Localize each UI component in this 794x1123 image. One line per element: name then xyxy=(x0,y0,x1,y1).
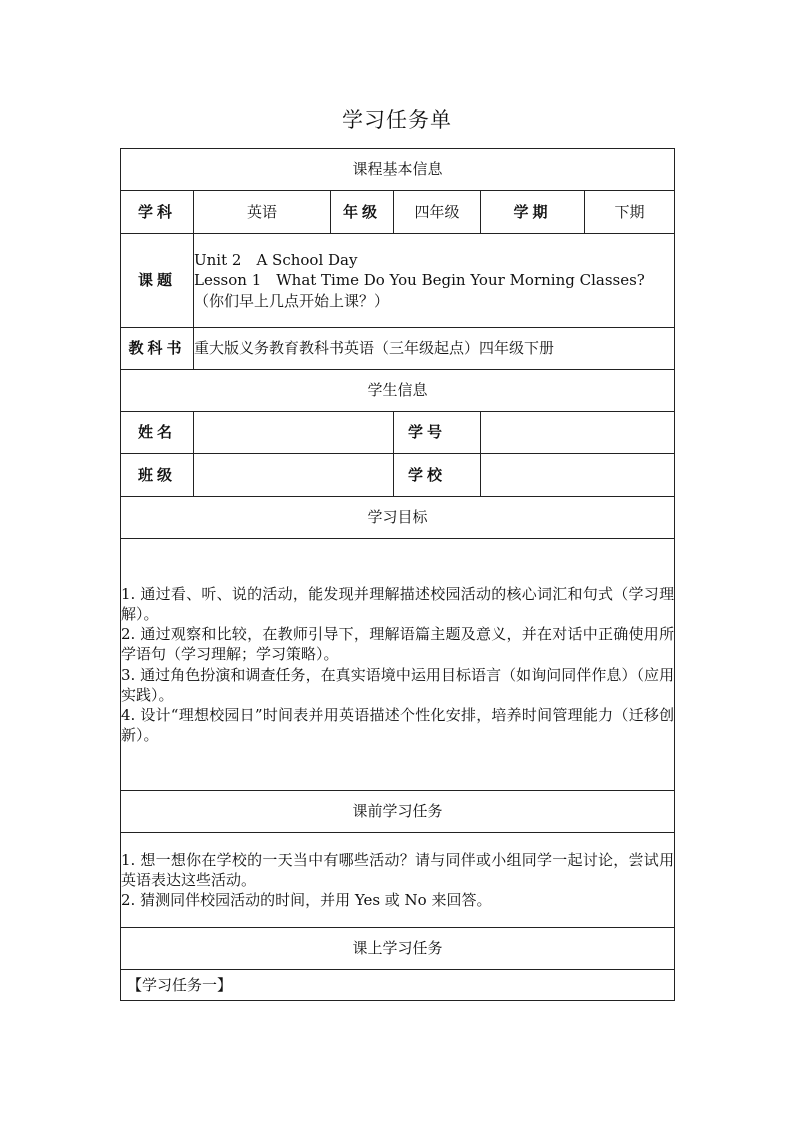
objectives-heading: 学习目标 xyxy=(121,497,675,539)
subject-value: 英语 xyxy=(194,191,331,234)
course-info-heading: 课程基本信息 xyxy=(121,149,675,191)
objectives-list xyxy=(121,539,675,791)
name-label: 姓名 xyxy=(121,412,194,454)
school-field[interactable] xyxy=(481,454,675,497)
topic-cell xyxy=(194,234,675,328)
subject-label: 学科 xyxy=(121,191,194,234)
grade-value: 四年级 xyxy=(394,191,481,234)
in-class-heading: 课上学习任务 xyxy=(121,928,675,970)
school-label: 学校 xyxy=(394,454,481,497)
student-info-heading: 学生信息 xyxy=(121,370,675,412)
student-id-field[interactable] xyxy=(481,412,675,454)
name-field[interactable] xyxy=(194,412,394,454)
pre-class-heading: 课前学习任务 xyxy=(121,791,675,833)
objective-item: 4. 设计“理想校园日”时间表并用英语描述个性化安排，培养时间管理能力（迁移创新）。 xyxy=(121,706,675,745)
page-title: 学习任务单 xyxy=(342,108,452,132)
class-label: 班级 xyxy=(121,454,194,497)
topic-unit: Unit 2 A School Day xyxy=(194,251,358,270)
class-field[interactable] xyxy=(194,454,394,497)
objective-item: 3. 通过角色扮演和调查任务，在真实语境中运用目标语言（如询问同伴作息）（应用实践）。 xyxy=(121,665,675,704)
pre-class-list xyxy=(121,833,675,928)
textbook-label: 教科书 xyxy=(121,328,194,370)
term-label: 学期 xyxy=(481,191,585,234)
pre-class-item: 2. 猜测同伴校园活动的时间，并用 Yes 或 No 来回答。 xyxy=(121,891,492,910)
pre-class-item: 1. 想一想你在学校的一天当中有哪些活动？请与同伴或小组同学一起讨论，尝试用英语表达这些活动。 xyxy=(121,850,675,889)
objective-item: 1. 通过看、听、说的活动，能发现并理解描述校园活动的核心词汇和句式（学习理解）。 xyxy=(121,584,675,623)
task-one-label: 【学习任务一】 xyxy=(121,970,675,1001)
textbook-value: 重大版义务教育教科书英语（三年级起点）四年级下册 xyxy=(194,328,675,370)
topic-label: 课题 xyxy=(121,234,194,328)
objective-item: 2. 通过观察和比较，在教师引导下，理解语篇主题及意义，并在对话中正确使用所学语句（学习理解；学习策略）。 xyxy=(121,625,675,664)
task-sheet-table xyxy=(120,148,675,1001)
student-id-label: 学号 xyxy=(394,412,481,454)
topic-lesson: Lesson 1 What Time Do You Begin Your Morning Classes?（你们早上几点开始上课？） xyxy=(194,271,645,310)
grade-label: 年级 xyxy=(331,191,394,234)
term-value: 下期 xyxy=(585,191,675,234)
